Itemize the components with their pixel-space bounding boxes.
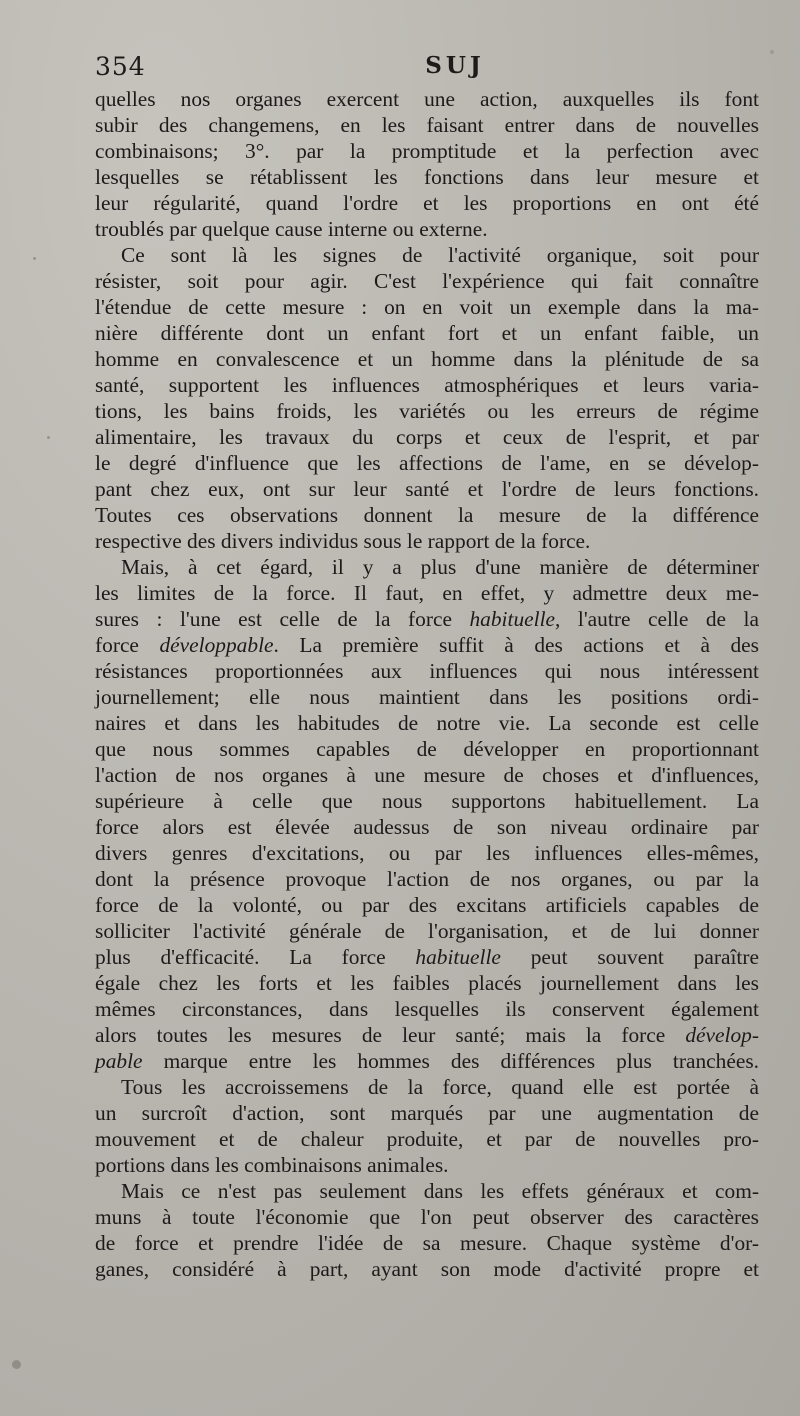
text-line: muns à toute l'économie que l'on peut observer des caractères bbox=[95, 1205, 759, 1229]
running-head: SUJ bbox=[425, 52, 485, 79]
italic-term: développable bbox=[159, 633, 274, 657]
text-line: le degré d'influence que les affections de l'ame, en se dévelop- bbox=[95, 451, 759, 475]
italic-term: habituelle bbox=[469, 607, 556, 631]
text-line: leur régularité, quand l'ordre et les proportions en ont été bbox=[95, 191, 759, 215]
text-line: de force et prendre l'idée de sa mesure. Chaque système d'or- bbox=[95, 1231, 759, 1255]
text-line: combinaisons; 3°. par la promptitude et la perfection avec bbox=[95, 139, 759, 163]
text-line: alimentaire, les travaux du corps et ceux de l'esprit, et par bbox=[95, 425, 759, 449]
text-line: divers genres d'excitations, ou par les influences elles-mêmes, bbox=[95, 841, 759, 865]
text-line: force développable. La première suffit à des actions et à des bbox=[95, 633, 759, 657]
text-line: pable marque entre les hommes des différences plus tranchées. bbox=[95, 1049, 759, 1073]
page-number: 354 bbox=[95, 52, 146, 81]
text-line: plus d'efficacité. La force habituelle peut souvent paraître bbox=[95, 945, 759, 969]
text-line: nière différente dont un enfant fort et un enfant faible, un bbox=[95, 321, 759, 345]
text-line: homme en convalescence et un homme dans la plénitude de sa bbox=[95, 347, 759, 371]
text-line: solliciter l'activité générale de l'organisation, et de lui donner bbox=[95, 919, 759, 943]
text-line: l'étendue de cette mesure : on en voit un exemple dans la ma- bbox=[95, 295, 759, 319]
ink-speck bbox=[47, 436, 50, 439]
text-line: égale chez les forts et les faibles placés journellement dans les bbox=[95, 971, 759, 995]
text-line: quelles nos organes exercent une action, auxquelles ils font bbox=[95, 87, 759, 111]
italic-term: pable bbox=[95, 1049, 143, 1073]
text-line: subir des changemens, en les faisant entrer dans de nouvelles bbox=[95, 113, 759, 137]
italic-term: habituelle bbox=[415, 945, 501, 969]
italic-term: dévelop- bbox=[685, 1023, 759, 1047]
text-line: que nous sommes capables de développer en proportionnant bbox=[95, 737, 759, 761]
text-line: Mais, à cet égard, il y a plus d'une manière de déterminer bbox=[121, 555, 759, 579]
text-line: sures : l'une est celle de la force habituelle, l'autre celle de la bbox=[95, 607, 759, 631]
ink-speck bbox=[12, 1360, 21, 1369]
text-line: Toutes ces observations donnent la mesure de la différence bbox=[95, 503, 759, 527]
text-line: ganes, considéré à part, ayant son mode d'activité propre et bbox=[95, 1257, 759, 1281]
text-line: santé, supportent les influences atmosphériques et leurs varia- bbox=[95, 373, 759, 397]
text-line: lesquelles se rétablissent les fonctions dans leur mesure et bbox=[95, 165, 759, 189]
text-line: force alors est élevée audessus de son niveau ordinaire par bbox=[95, 815, 759, 839]
page-header bbox=[95, 52, 760, 84]
text-line: résister, soit pour agir. C'est l'expérience qui fait connaître bbox=[95, 269, 759, 293]
text-line: tions, les bains froids, les variétés ou les erreurs de régime bbox=[95, 399, 759, 423]
text-line: respective des divers individus sous le rapport de la force. bbox=[95, 529, 591, 553]
text-line: résistances proportionnées aux influences qui nous intéressent bbox=[95, 659, 759, 683]
text-line: les limites de la force. Il faut, en effet, y admettre deux me- bbox=[95, 581, 759, 605]
text-line: Tous les accroissemens de la force, quand elle est portée à bbox=[121, 1075, 759, 1099]
ink-speck bbox=[770, 50, 774, 54]
text-line: journellement; elle nous maintient dans les positions ordi- bbox=[95, 685, 759, 709]
body-text bbox=[95, 86, 759, 1282]
text-line: mouvement et de chaleur produite, et par de nouvelles pro- bbox=[95, 1127, 759, 1151]
text-line: alors toutes les mesures de leur santé; mais la force dévelop- bbox=[95, 1023, 759, 1047]
text-line: pant chez eux, ont sur leur santé et l'ordre de leurs fonctions. bbox=[95, 477, 759, 501]
text-line: troublés par quelque cause interne ou externe. bbox=[95, 217, 488, 241]
text-line: dont la présence provoque l'action de nos organes, ou par la bbox=[95, 867, 759, 891]
text-line: l'action de nos organes à une mesure de choses et d'influences, bbox=[95, 763, 759, 787]
text-line: un surcroît d'action, sont marqués par une augmentation de bbox=[95, 1101, 759, 1125]
text-line: Mais ce n'est pas seulement dans les effets généraux et com- bbox=[121, 1179, 759, 1203]
text-line: Ce sont là les signes de l'activité organique, soit pour bbox=[121, 243, 759, 267]
text-line: naires et dans les habitudes de notre vie. La seconde est celle bbox=[95, 711, 759, 735]
ink-speck bbox=[33, 257, 36, 260]
text-line: portions dans les combinaisons animales. bbox=[95, 1153, 449, 1177]
text-line: mêmes circonstances, dans lesquelles ils conservent également bbox=[95, 997, 759, 1021]
text-line: force de la volonté, ou par des excitans artificiels capables de bbox=[95, 893, 759, 917]
text-line: supérieure à celle que nous supportons habituellement. La bbox=[95, 789, 759, 813]
